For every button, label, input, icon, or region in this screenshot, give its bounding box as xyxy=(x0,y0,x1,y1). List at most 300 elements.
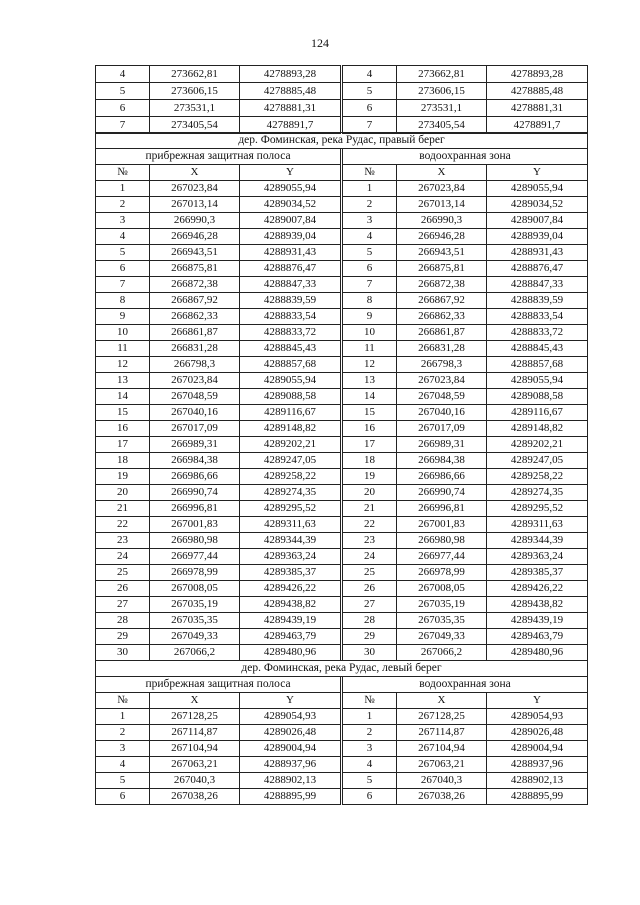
left-y-coordinate: 4288895,99 xyxy=(240,789,341,805)
right-y-coordinate: 4289034,52 xyxy=(487,197,588,213)
left-point-number: 15 xyxy=(96,405,150,421)
coordinates-table xyxy=(95,132,588,805)
right-y-coordinate: 4289202,21 xyxy=(487,437,588,453)
right-point-number: 17 xyxy=(343,437,397,453)
table-row xyxy=(96,181,588,197)
table-row xyxy=(96,421,588,437)
left-point-number: 5 xyxy=(96,773,150,789)
table-row xyxy=(96,437,588,453)
right-x-coordinate: 266946,28 xyxy=(397,229,487,245)
left-y-coordinate: 4289088,58 xyxy=(240,389,341,405)
left-y-coordinate: 4289439,19 xyxy=(240,613,341,629)
left-y-coordinate: 4289463,79 xyxy=(240,629,341,645)
table-row xyxy=(96,469,588,485)
right-point-number: 7 xyxy=(343,117,397,134)
table-row xyxy=(96,83,588,100)
right-x-coordinate: 267066,2 xyxy=(397,645,487,661)
left-point-number: 3 xyxy=(96,741,150,757)
left-x-coordinate: 267049,33 xyxy=(150,629,240,645)
right-point-number: 15 xyxy=(343,405,397,421)
left-point-number: 30 xyxy=(96,645,150,661)
left-x-coordinate: 273405,54 xyxy=(150,117,240,134)
right-x-coordinate: 267023,84 xyxy=(397,373,487,389)
left-x-coordinate: 266867,92 xyxy=(150,293,240,309)
right-point-number: 18 xyxy=(343,453,397,469)
left-point-number: 7 xyxy=(96,117,150,134)
left-point-number: 5 xyxy=(96,245,150,261)
right-x-coordinate: 267035,35 xyxy=(397,613,487,629)
right-x-coordinate: 266986,66 xyxy=(397,469,487,485)
right-point-number: № xyxy=(343,165,397,181)
page-number: 124 xyxy=(311,36,329,50)
table-row xyxy=(96,549,588,565)
table-row xyxy=(96,341,588,357)
left-zone-subtitle: прибрежная защитная полоса xyxy=(96,149,341,165)
left-point-number: 25 xyxy=(96,565,150,581)
right-x-coordinate: 266831,28 xyxy=(397,341,487,357)
right-point-number: 8 xyxy=(343,293,397,309)
right-point-number: 2 xyxy=(343,725,397,741)
right-point-number: 6 xyxy=(343,261,397,277)
right-x-coordinate: 267040,16 xyxy=(397,405,487,421)
left-x-coordinate: 267013,14 xyxy=(150,197,240,213)
left-x-coordinate: 273531,1 xyxy=(150,100,240,117)
zone-subtitle-row xyxy=(96,677,588,693)
left-y-coordinate: 4289311,63 xyxy=(240,517,341,533)
right-y-coordinate: 4289385,37 xyxy=(487,565,588,581)
left-zone-subtitle: прибрежная защитная полоса xyxy=(96,677,341,693)
left-x-coordinate: 267008,05 xyxy=(150,581,240,597)
left-y-coordinate: 4289055,94 xyxy=(240,181,341,197)
left-point-number: 22 xyxy=(96,517,150,533)
right-point-number: 2 xyxy=(343,197,397,213)
table-row xyxy=(96,533,588,549)
right-y-coordinate: 4289007,84 xyxy=(487,213,588,229)
left-x-coordinate: 266978,99 xyxy=(150,565,240,581)
right-point-number: 26 xyxy=(343,581,397,597)
table-row xyxy=(96,213,588,229)
left-y-coordinate: 4288839,59 xyxy=(240,293,341,309)
right-y-coordinate: 4278893,28 xyxy=(487,66,588,83)
right-y-coordinate: 4288833,54 xyxy=(487,309,588,325)
left-y-coordinate: 4288902,13 xyxy=(240,773,341,789)
table-row xyxy=(96,405,588,421)
right-point-number: 14 xyxy=(343,389,397,405)
left-y-coordinate: 4289004,94 xyxy=(240,741,341,757)
right-y-coordinate: 4289480,96 xyxy=(487,645,588,661)
right-zone-subtitle: водоохранная зона xyxy=(343,677,588,693)
right-y-coordinate: 4289274,35 xyxy=(487,485,588,501)
right-x-coordinate: 266867,92 xyxy=(397,293,487,309)
left-point-number: 6 xyxy=(96,261,150,277)
right-y-coordinate: 4278885,48 xyxy=(487,83,588,100)
left-x-coordinate: 266996,81 xyxy=(150,501,240,517)
right-x-coordinate: 267038,26 xyxy=(397,789,487,805)
left-point-number: 18 xyxy=(96,453,150,469)
left-point-number: 3 xyxy=(96,213,150,229)
left-point-number: 1 xyxy=(96,709,150,725)
left-x-coordinate: 266798,3 xyxy=(150,357,240,373)
right-y-coordinate: 4288939,04 xyxy=(487,229,588,245)
table-row xyxy=(96,325,588,341)
right-y-coordinate: 4289295,52 xyxy=(487,501,588,517)
left-point-number: № xyxy=(96,693,150,709)
left-point-number: 24 xyxy=(96,549,150,565)
right-x-coordinate: 273606,15 xyxy=(397,83,487,100)
left-y-coordinate: 4289438,82 xyxy=(240,597,341,613)
left-point-number: 26 xyxy=(96,581,150,597)
right-point-number: 4 xyxy=(343,66,397,83)
table-row xyxy=(96,581,588,597)
right-point-number: 23 xyxy=(343,533,397,549)
left-point-number: 4 xyxy=(96,66,150,83)
left-x-coordinate: 267038,26 xyxy=(150,789,240,805)
left-y-coordinate: 4278881,31 xyxy=(240,100,341,117)
table-row xyxy=(96,197,588,213)
right-x-coordinate: 267040,3 xyxy=(397,773,487,789)
table-row xyxy=(96,309,588,325)
right-point-number: 6 xyxy=(343,789,397,805)
left-y-coordinate: Y xyxy=(240,165,341,181)
right-point-number: 16 xyxy=(343,421,397,437)
table-row xyxy=(96,245,588,261)
left-point-number: 2 xyxy=(96,197,150,213)
left-y-coordinate: 4288931,43 xyxy=(240,245,341,261)
right-point-number: № xyxy=(343,693,397,709)
left-point-number: 4 xyxy=(96,229,150,245)
right-y-coordinate: 4289088,58 xyxy=(487,389,588,405)
table-row xyxy=(96,66,588,83)
right-point-number: 10 xyxy=(343,325,397,341)
table-row xyxy=(96,773,588,789)
left-point-number: № xyxy=(96,165,150,181)
left-y-coordinate: 4278885,48 xyxy=(240,83,341,100)
right-y-coordinate: 4289439,19 xyxy=(487,613,588,629)
right-point-number: 30 xyxy=(343,645,397,661)
left-y-coordinate: 4289258,22 xyxy=(240,469,341,485)
right-y-coordinate: 4289363,24 xyxy=(487,549,588,565)
left-point-number: 14 xyxy=(96,389,150,405)
left-point-number: 7 xyxy=(96,277,150,293)
right-y-coordinate: 4289148,82 xyxy=(487,421,588,437)
right-x-coordinate: 267063,21 xyxy=(397,757,487,773)
table-row xyxy=(96,373,588,389)
right-point-number: 3 xyxy=(343,741,397,757)
left-y-coordinate: 4289363,24 xyxy=(240,549,341,565)
right-y-coordinate: 4288931,43 xyxy=(487,245,588,261)
right-point-number: 5 xyxy=(343,773,397,789)
column-header-row xyxy=(96,693,588,709)
right-x-coordinate: 267048,59 xyxy=(397,389,487,405)
left-y-coordinate: 4289026,48 xyxy=(240,725,341,741)
right-y-coordinate: 4288857,68 xyxy=(487,357,588,373)
table-row xyxy=(96,645,588,661)
left-x-coordinate: 267023,84 xyxy=(150,373,240,389)
left-x-coordinate: 267128,25 xyxy=(150,709,240,725)
right-y-coordinate: 4278891,7 xyxy=(487,117,588,134)
table-row xyxy=(96,485,588,501)
left-y-coordinate: 4289007,84 xyxy=(240,213,341,229)
right-point-number: 20 xyxy=(343,485,397,501)
right-x-coordinate: 266862,33 xyxy=(397,309,487,325)
left-y-coordinate: 4288847,33 xyxy=(240,277,341,293)
left-x-coordinate: 267017,09 xyxy=(150,421,240,437)
right-x-coordinate: 266798,3 xyxy=(397,357,487,373)
left-y-coordinate: 4289295,52 xyxy=(240,501,341,517)
left-y-coordinate: 4289247,05 xyxy=(240,453,341,469)
table-row xyxy=(96,709,588,725)
left-x-coordinate: X xyxy=(150,693,240,709)
left-point-number: 27 xyxy=(96,597,150,613)
right-x-coordinate: 266984,38 xyxy=(397,453,487,469)
right-x-coordinate: 266875,81 xyxy=(397,261,487,277)
left-y-coordinate: 4289426,22 xyxy=(240,581,341,597)
left-point-number: 12 xyxy=(96,357,150,373)
left-x-coordinate: 267023,84 xyxy=(150,181,240,197)
right-x-coordinate: 273405,54 xyxy=(397,117,487,134)
right-point-number: 19 xyxy=(343,469,397,485)
right-x-coordinate: 266990,3 xyxy=(397,213,487,229)
left-point-number: 2 xyxy=(96,725,150,741)
left-y-coordinate: 4288845,43 xyxy=(240,341,341,357)
table-row xyxy=(96,725,588,741)
table-row xyxy=(96,741,588,757)
left-point-number: 5 xyxy=(96,83,150,100)
right-point-number: 4 xyxy=(343,757,397,773)
right-y-coordinate: 4288902,13 xyxy=(487,773,588,789)
right-point-number: 6 xyxy=(343,100,397,117)
right-point-number: 4 xyxy=(343,229,397,245)
right-x-coordinate: X xyxy=(397,693,487,709)
right-x-coordinate: 267013,14 xyxy=(397,197,487,213)
right-point-number: 13 xyxy=(343,373,397,389)
left-point-number: 23 xyxy=(96,533,150,549)
left-y-coordinate: 4288833,54 xyxy=(240,309,341,325)
right-point-number: 25 xyxy=(343,565,397,581)
left-x-coordinate: 267040,16 xyxy=(150,405,240,421)
left-x-coordinate: 273662,81 xyxy=(150,66,240,83)
left-point-number: 6 xyxy=(96,100,150,117)
right-point-number: 1 xyxy=(343,181,397,197)
left-y-coordinate: 4278893,28 xyxy=(240,66,341,83)
right-y-coordinate: 4289311,63 xyxy=(487,517,588,533)
right-x-coordinate: 267035,19 xyxy=(397,597,487,613)
left-point-number: 28 xyxy=(96,613,150,629)
right-x-coordinate: 266996,81 xyxy=(397,501,487,517)
left-x-coordinate: 267035,35 xyxy=(150,613,240,629)
left-x-coordinate: 267035,19 xyxy=(150,597,240,613)
left-point-number: 13 xyxy=(96,373,150,389)
left-point-number: 1 xyxy=(96,181,150,197)
right-y-coordinate: 4289247,05 xyxy=(487,453,588,469)
left-x-coordinate: 267048,59 xyxy=(150,389,240,405)
right-x-coordinate: 273662,81 xyxy=(397,66,487,83)
table-row xyxy=(96,629,588,645)
left-x-coordinate: X xyxy=(150,165,240,181)
left-point-number: 20 xyxy=(96,485,150,501)
zone-subtitle-row xyxy=(96,149,588,165)
right-y-coordinate: 4288847,33 xyxy=(487,277,588,293)
right-y-coordinate: 4289055,94 xyxy=(487,181,588,197)
left-point-number: 8 xyxy=(96,293,150,309)
right-x-coordinate: 266977,44 xyxy=(397,549,487,565)
right-y-coordinate: 4288833,72 xyxy=(487,325,588,341)
left-y-coordinate: 4289034,52 xyxy=(240,197,341,213)
right-point-number: 28 xyxy=(343,613,397,629)
left-y-coordinate: 4289148,82 xyxy=(240,421,341,437)
right-y-coordinate: 4289258,22 xyxy=(487,469,588,485)
right-point-number: 21 xyxy=(343,501,397,517)
right-point-number: 29 xyxy=(343,629,397,645)
right-y-coordinate: 4288845,43 xyxy=(487,341,588,357)
left-y-coordinate: 4289274,35 xyxy=(240,485,341,501)
right-y-coordinate: 4289344,39 xyxy=(487,533,588,549)
right-x-coordinate: 267049,33 xyxy=(397,629,487,645)
table-row xyxy=(96,501,588,517)
right-y-coordinate: 4278881,31 xyxy=(487,100,588,117)
right-y-coordinate: Y xyxy=(487,693,588,709)
left-point-number: 29 xyxy=(96,629,150,645)
left-x-coordinate: 266990,3 xyxy=(150,213,240,229)
right-y-coordinate: 4288937,96 xyxy=(487,757,588,773)
left-point-number: 4 xyxy=(96,757,150,773)
table-row xyxy=(96,517,588,533)
section-title-row xyxy=(96,661,588,677)
right-x-coordinate: 266990,74 xyxy=(397,485,487,501)
left-y-coordinate: 4288833,72 xyxy=(240,325,341,341)
left-x-coordinate: 266986,66 xyxy=(150,469,240,485)
section-title: дер. Фоминская, река Рудас, правый берег xyxy=(96,133,588,149)
left-point-number: 21 xyxy=(96,501,150,517)
left-y-coordinate: 4278891,7 xyxy=(240,117,341,134)
right-y-coordinate: 4289438,82 xyxy=(487,597,588,613)
table-row xyxy=(96,389,588,405)
left-point-number: 17 xyxy=(96,437,150,453)
left-x-coordinate: 266990,74 xyxy=(150,485,240,501)
table-row xyxy=(96,565,588,581)
right-point-number: 9 xyxy=(343,309,397,325)
left-y-coordinate: 4288937,96 xyxy=(240,757,341,773)
left-point-number: 16 xyxy=(96,421,150,437)
table-row xyxy=(96,261,588,277)
left-point-number: 9 xyxy=(96,309,150,325)
table-row xyxy=(96,613,588,629)
right-x-coordinate: 267114,87 xyxy=(397,725,487,741)
left-x-coordinate: 266831,28 xyxy=(150,341,240,357)
left-x-coordinate: 266946,28 xyxy=(150,229,240,245)
left-x-coordinate: 266984,38 xyxy=(150,453,240,469)
right-x-coordinate: 267017,09 xyxy=(397,421,487,437)
left-x-coordinate: 267063,21 xyxy=(150,757,240,773)
left-y-coordinate: 4289054,93 xyxy=(240,709,341,725)
left-y-coordinate: 4288857,68 xyxy=(240,357,341,373)
left-x-coordinate: 266943,51 xyxy=(150,245,240,261)
right-x-coordinate: 267128,25 xyxy=(397,709,487,725)
table-row xyxy=(96,357,588,373)
left-point-number: 10 xyxy=(96,325,150,341)
table-row xyxy=(96,789,588,805)
left-x-coordinate: 267104,94 xyxy=(150,741,240,757)
table-row xyxy=(96,597,588,613)
left-y-coordinate: 4288876,47 xyxy=(240,261,341,277)
right-x-coordinate: 273531,1 xyxy=(397,100,487,117)
right-point-number: 11 xyxy=(343,341,397,357)
left-y-coordinate: 4289344,39 xyxy=(240,533,341,549)
right-x-coordinate: 266872,38 xyxy=(397,277,487,293)
right-point-number: 5 xyxy=(343,83,397,100)
right-y-coordinate: Y xyxy=(487,165,588,181)
right-x-coordinate: 267008,05 xyxy=(397,581,487,597)
right-y-coordinate: 4288839,59 xyxy=(487,293,588,309)
left-y-coordinate: Y xyxy=(240,693,341,709)
left-x-coordinate: 266989,31 xyxy=(150,437,240,453)
right-y-coordinate: 4289004,94 xyxy=(487,741,588,757)
left-x-coordinate: 267114,87 xyxy=(150,725,240,741)
right-x-coordinate: 267023,84 xyxy=(397,181,487,197)
table-row xyxy=(96,229,588,245)
left-x-coordinate: 266977,44 xyxy=(150,549,240,565)
right-y-coordinate: 4289026,48 xyxy=(487,725,588,741)
column-header-row xyxy=(96,165,588,181)
table-row xyxy=(96,100,588,117)
left-x-coordinate: 266980,98 xyxy=(150,533,240,549)
right-x-coordinate: 266943,51 xyxy=(397,245,487,261)
right-y-coordinate: 4289463,79 xyxy=(487,629,588,645)
left-x-coordinate: 273606,15 xyxy=(150,83,240,100)
table-row xyxy=(96,453,588,469)
right-x-coordinate: 267104,94 xyxy=(397,741,487,757)
right-point-number: 12 xyxy=(343,357,397,373)
left-x-coordinate: 267040,3 xyxy=(150,773,240,789)
right-point-number: 22 xyxy=(343,517,397,533)
table-row xyxy=(96,277,588,293)
right-x-coordinate: 266980,98 xyxy=(397,533,487,549)
left-x-coordinate: 266862,33 xyxy=(150,309,240,325)
table-row xyxy=(96,293,588,309)
right-x-coordinate: 266861,87 xyxy=(397,325,487,341)
right-y-coordinate: 4289054,93 xyxy=(487,709,588,725)
left-point-number: 19 xyxy=(96,469,150,485)
right-x-coordinate: 266978,99 xyxy=(397,565,487,581)
section-title-row xyxy=(96,133,588,149)
right-point-number: 1 xyxy=(343,709,397,725)
left-y-coordinate: 4289202,21 xyxy=(240,437,341,453)
right-x-coordinate: 266989,31 xyxy=(397,437,487,453)
right-x-coordinate: X xyxy=(397,165,487,181)
left-x-coordinate: 266872,38 xyxy=(150,277,240,293)
left-x-coordinate: 267066,2 xyxy=(150,645,240,661)
left-x-coordinate: 266875,81 xyxy=(150,261,240,277)
right-y-coordinate: 4288876,47 xyxy=(487,261,588,277)
right-point-number: 5 xyxy=(343,245,397,261)
right-y-coordinate: 4289116,67 xyxy=(487,405,588,421)
right-y-coordinate: 4289055,94 xyxy=(487,373,588,389)
left-x-coordinate: 267001,83 xyxy=(150,517,240,533)
left-y-coordinate: 4288939,04 xyxy=(240,229,341,245)
left-y-coordinate: 4289116,67 xyxy=(240,405,341,421)
right-y-coordinate: 4288895,99 xyxy=(487,789,588,805)
left-y-coordinate: 4289480,96 xyxy=(240,645,341,661)
right-point-number: 3 xyxy=(343,213,397,229)
right-y-coordinate: 4289426,22 xyxy=(487,581,588,597)
table-row xyxy=(96,117,588,134)
left-y-coordinate: 4289055,94 xyxy=(240,373,341,389)
right-point-number: 24 xyxy=(343,549,397,565)
right-point-number: 7 xyxy=(343,277,397,293)
continuation-table xyxy=(95,65,588,134)
left-y-coordinate: 4289385,37 xyxy=(240,565,341,581)
right-point-number: 27 xyxy=(343,597,397,613)
